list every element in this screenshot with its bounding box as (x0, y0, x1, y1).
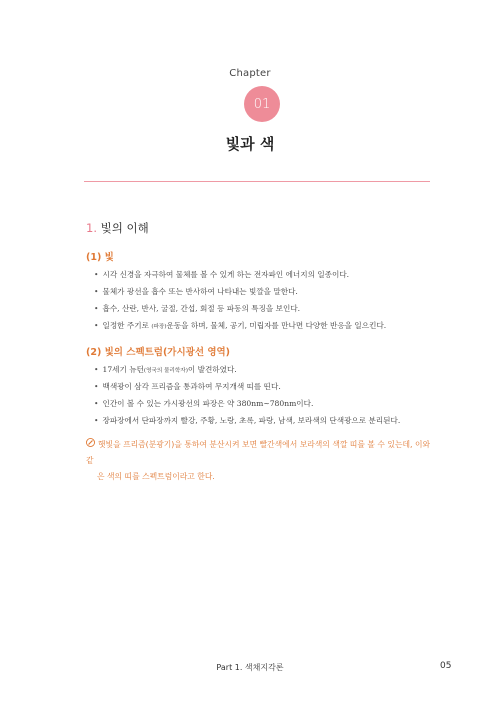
section-title-text: 빛의 이해 (100, 221, 149, 235)
spectrum-bullet-list (94, 361, 400, 429)
note-text-line2: 은 색의 띠를 스펙트럼이라고 한다. (97, 472, 215, 481)
chapter-number-badge: 01 (244, 86, 280, 122)
list-item-text: 이 발견하였다. (187, 365, 237, 374)
list-item: • 장파장에서 단파장까지 빨강, 주황, 노랑, 초록, 파랑, 남색, 보라색의 단색광으로 분리된다. (94, 412, 400, 429)
list-item-text: 일정한 주기로 (102, 321, 152, 330)
list-item-annotation: (파장) (151, 324, 167, 330)
subsection-heading-spectrum: (2) 빛의 스펙트럼(가시광선 영역) (86, 347, 231, 358)
list-item: • 시각 신경을 자극하여 물체를 볼 수 있게 하는 전자파인 에너지의 일종이다. (94, 266, 386, 283)
list-item: • 물체가 광선을 흡수 또는 반사하여 나타내는 빛깔을 말한다. (94, 283, 386, 300)
page-number: 05 (440, 661, 452, 671)
chapter-title: 빛과 색 (225, 135, 275, 153)
section-title (86, 220, 149, 236)
chapter-divider (84, 181, 430, 182)
section-number: 1. (86, 221, 97, 235)
subsection-heading-light: (1) 빛 (86, 252, 114, 263)
list-item (94, 361, 400, 378)
list-item-text: 운동을 하며, 물체, 공기, 미립자를 만나면 다양한 반응을 일으킨다. (166, 321, 387, 330)
footer-part-title: Part 1. 색채지각론 (216, 663, 284, 672)
chapter-label: Chapter (229, 68, 271, 79)
note-text-line1: 햇빛을 프리즘(분광기)을 통하여 분산시켜 보면 빨간색에서 보라색의 색깔 띠를 볼 수 있는데, 이와 같 (86, 440, 431, 465)
list-item: • 인간이 볼 수 있는 가시광선의 파장은 약 380nm~780nm이다. (94, 395, 400, 412)
list-item (94, 317, 386, 334)
list-item: • 흡수, 산란, 반사, 굴절, 간섭, 회절 등 파동의 특징을 보인다. (94, 300, 386, 317)
list-item-annotation: (영국의 물리학자) (143, 368, 188, 374)
light-bullet-list (94, 266, 386, 334)
note-box (86, 437, 436, 485)
pencil-icon (86, 437, 95, 453)
list-item: • 백색광이 삼각 프리즘을 통과하여 무지개색 띠를 띤다. (94, 378, 400, 395)
list-item-text: 17세기 뉴턴 (102, 365, 144, 374)
